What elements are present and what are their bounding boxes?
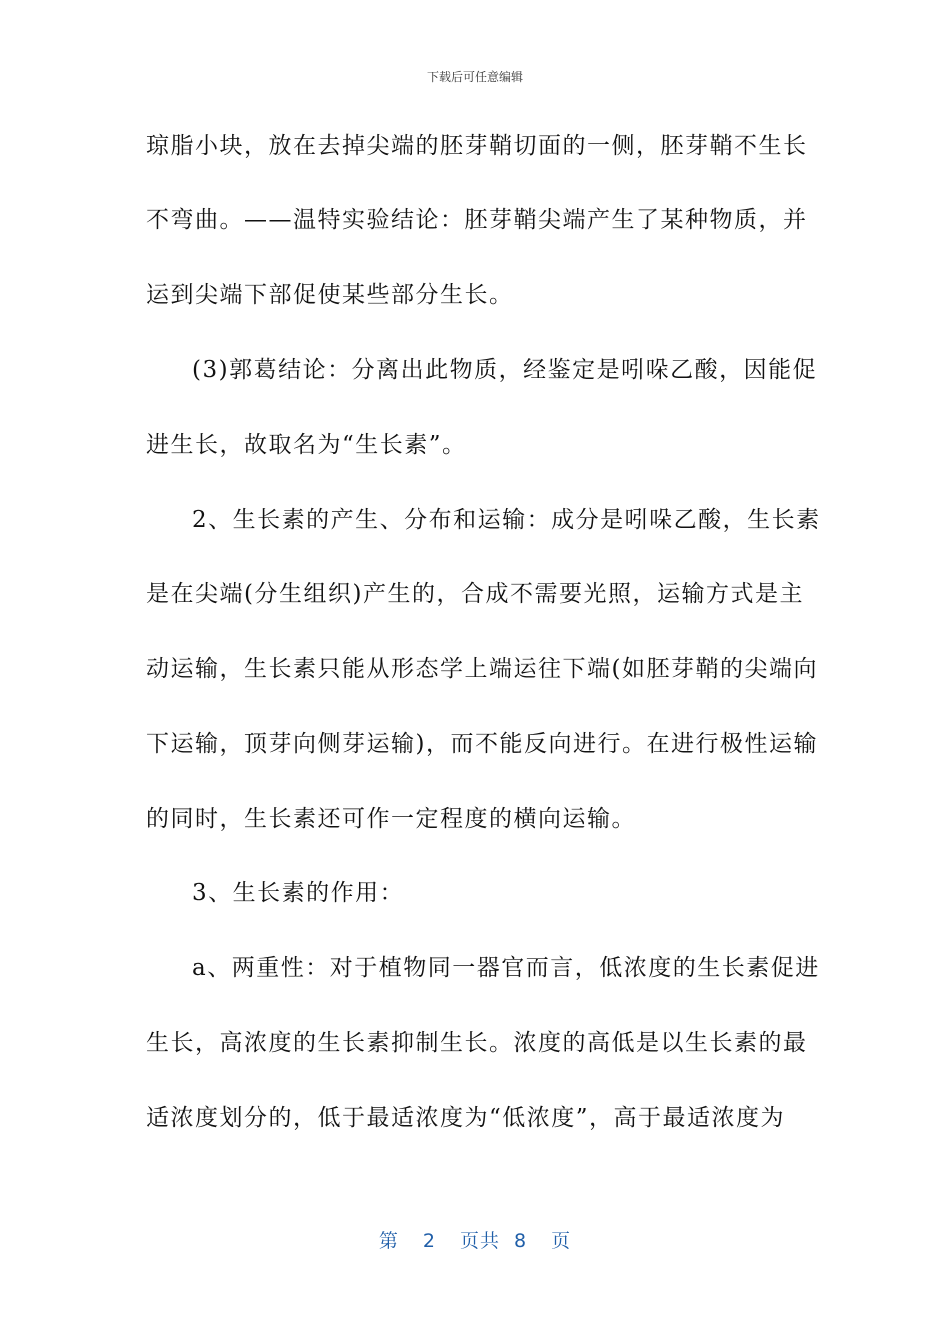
text-line: 不弯曲。——温特实验结论：胚芽鞘尖端产生了某种物质，并 <box>146 207 808 233</box>
text-line: (3)郭葛结论：分离出此物质，经鉴定是吲哚乙酸，因能促 <box>192 357 818 383</box>
text-line: 琼脂小块，放在去掉尖端的胚芽鞘切面的一侧，胚芽鞘不生长 <box>146 133 808 159</box>
text-line: 下运输，顶芽向侧芽运输)，而不能反向进行。在进行极性运输 <box>146 731 818 757</box>
text-line: 2、生长素的产生、分布和运输：成分是吲哚乙酸，生长素 <box>192 507 821 533</box>
text-line: 动运输，生长素只能从形态学上端运往下端(如胚芽鞘的尖端向 <box>146 656 818 682</box>
page-suffix: 页 <box>551 1230 572 1252</box>
page-prefix: 第 <box>378 1230 399 1252</box>
page-number: 2 <box>422 1230 436 1252</box>
page-number-footer <box>0 1226 950 1253</box>
text-line: 进生长，故取名为“生长素”。 <box>146 432 467 458</box>
page-total: 8 <box>514 1230 528 1252</box>
text-line: 的同时，生长素还可作一定程度的横向运输。 <box>146 806 636 832</box>
header-note: 下载后可任意编辑 <box>426 70 523 84</box>
text-line: 生长，高浓度的生长素抑制生长。浓度的高低是以生长素的最 <box>146 1030 808 1056</box>
text-line: 3、生长素的作用： <box>192 880 405 906</box>
text-line: 适浓度划分的，低于最适浓度为“低浓度”，高于最适浓度为 <box>146 1105 786 1131</box>
text-line: 运到尖端下部促使某些部分生长。 <box>146 282 514 308</box>
text-line: 是在尖端(分生组织)产生的，合成不需要光照，运输方式是主 <box>146 581 804 607</box>
page-middle: 页共 <box>459 1230 500 1252</box>
text-line: a、两重性：对于植物同一器官而言，低浓度的生长素促进 <box>192 955 820 981</box>
